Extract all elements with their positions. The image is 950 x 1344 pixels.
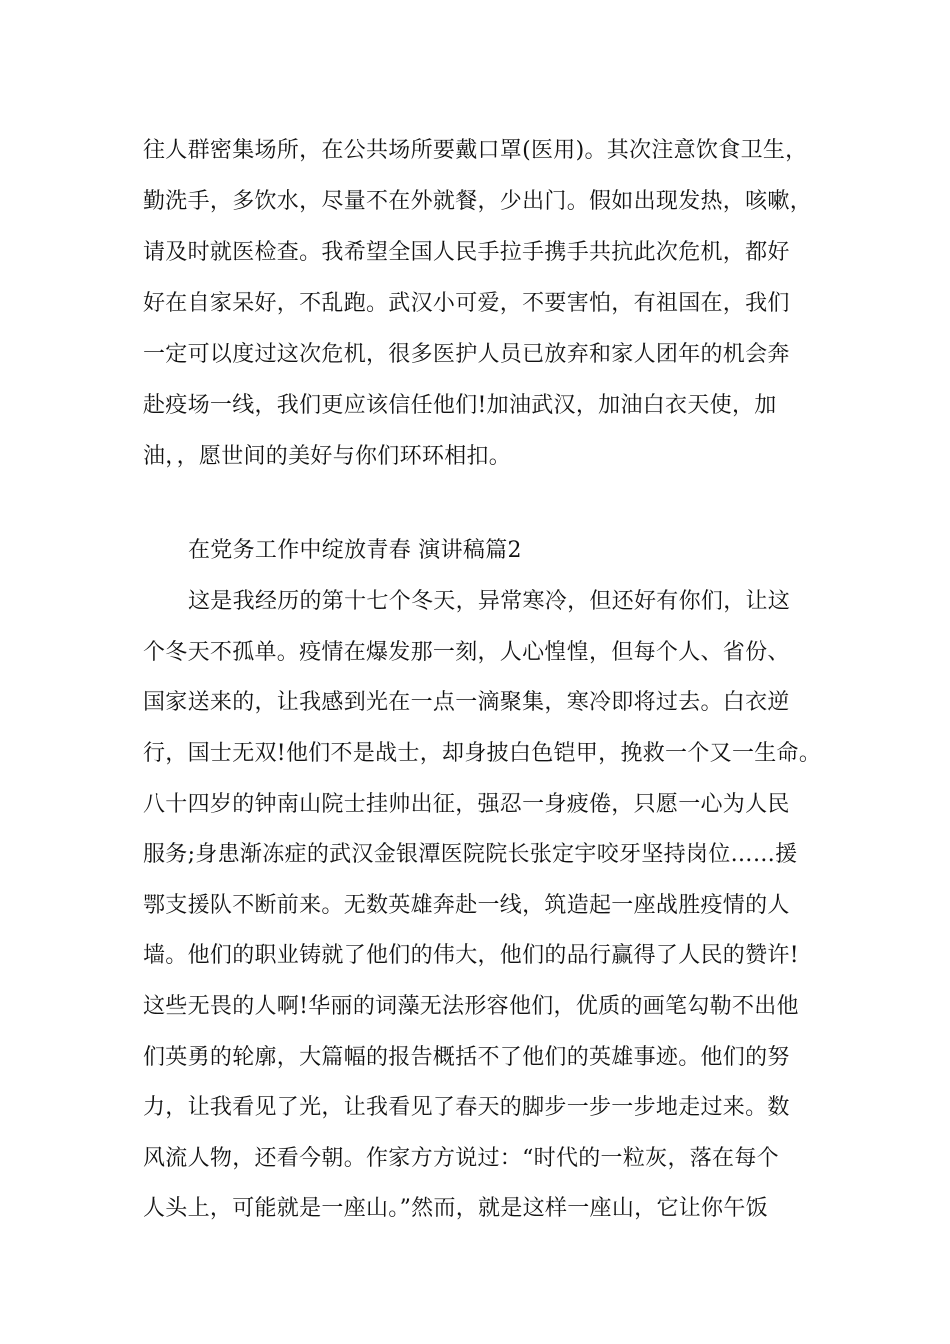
text-line: 这些无畏的人啊!华丽的词藻无法形容他们，优质的画笔勾勒不出他	[143, 994, 799, 1019]
text-line: 服务;身患渐冻症的武汉金银潭医院院长张定宇咬牙坚持岗位……援	[143, 842, 798, 867]
text-line: 力，让我看见了光，让我看见了春天的脚步一步一步地走过来。数	[143, 1095, 790, 1120]
text-line: 墙。他们的职业铸就了他们的伟大，他们的品行赢得了人民的赞许!	[143, 943, 799, 968]
text-line: 鄂支援队不断前来。无数英雄奔赴一线，筑造起一座战胜疫情的人	[143, 893, 790, 918]
text-line: 请及时就医检查。我希望全国人民手拉手携手共抗此次危机，都好	[143, 240, 790, 265]
text-line: 个冬天不孤单。疫情在爆发那一刻，人心惶惶，但每个人、省份、	[143, 640, 790, 665]
text-line: 赴疫场一线，我们更应该信任他们!加油武汉，加油白衣天使，加	[143, 393, 777, 418]
section-heading: 在党务工作中绽放青春 演讲稿篇2	[188, 538, 522, 563]
text-line: 风流人物，还看今朝。作家方方说过：“时代的一粒灰，落在每个	[143, 1146, 779, 1171]
text-line: 们英勇的轮廓，大篇幅的报告概括不了他们的英雄事迹。他们的努	[143, 1045, 790, 1070]
text-line: 往人群密集场所，在公共场所要戴口罩(医用)。其次注意饮食卫生，	[143, 138, 808, 163]
text-line: 人头上，可能就是一座山。”然而，就是这样一座山，它让你午饭	[143, 1196, 768, 1221]
text-line: 国家送来的，让我感到光在一点一滴聚集，寒冷即将过去。白衣逆	[143, 690, 790, 715]
text-line: 好在自家呆好，不乱跑。武汉小可爱，不要害怕，有祖国在，我们	[143, 291, 790, 316]
text-line: 八十四岁的钟南山院士挂帅出征，强忍一身疲倦，只愿一心为人民	[143, 792, 790, 817]
text-line: 一定可以度过这次危机，很多医护人员已放弃和家人团年的机会奔	[143, 342, 790, 367]
text-line: 这是我经历的第十七个冬天，异常寒冷，但还好有你们，让这	[188, 589, 791, 614]
text-line: 油，，愿世间的美好与你们环环相扣。	[143, 444, 512, 469]
text-line: 行，国士无双!他们不是战士，却身披白色铠甲，挽救一个又一生命。	[143, 741, 822, 766]
text-line: 勤洗手，多饮水，尽量不在外就餐，少出门。假如出现发热，咳嗽，	[143, 189, 813, 214]
